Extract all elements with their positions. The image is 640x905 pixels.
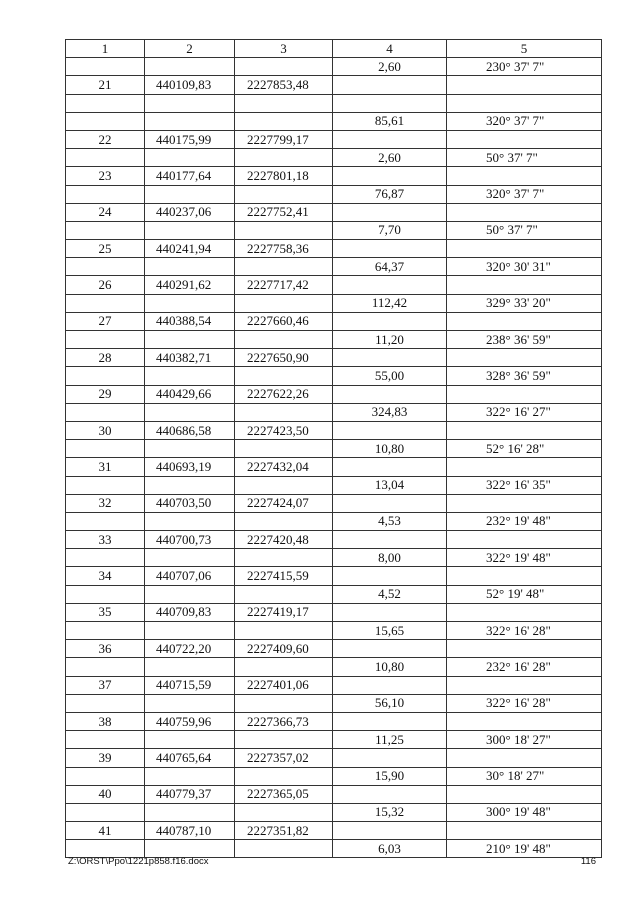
direction-cell — [447, 385, 602, 403]
x-coordinate-cell: 440177,64 — [145, 167, 235, 185]
distance-cell — [333, 94, 447, 112]
table-row — [66, 567, 602, 585]
point-number-cell: 35 — [66, 603, 145, 621]
y-coordinate-cell — [235, 476, 333, 494]
direction-cell: 50° 37' 7" — [447, 221, 602, 239]
x-coordinate-cell — [145, 331, 235, 349]
x-coordinate-cell: 440241,94 — [145, 240, 235, 258]
x-coordinate-cell — [145, 185, 235, 203]
point-number-cell: 31 — [66, 458, 145, 476]
table-row — [66, 403, 602, 421]
x-coordinate-cell: 440388,54 — [145, 312, 235, 330]
table-row — [66, 385, 602, 403]
direction-cell: 52° 16' 28" — [447, 440, 602, 458]
y-coordinate-cell: 2227357,02 — [235, 749, 333, 767]
point-number-cell: 27 — [66, 312, 145, 330]
table-row — [66, 658, 602, 676]
direction-cell: 329° 33' 20" — [447, 294, 602, 312]
direction-cell — [447, 785, 602, 803]
distance-cell: 10,80 — [333, 658, 447, 676]
direction-cell: 52° 19' 48" — [447, 585, 602, 603]
x-coordinate-cell: 440707,06 — [145, 567, 235, 585]
y-coordinate-cell — [235, 622, 333, 640]
direction-cell — [447, 312, 602, 330]
x-coordinate-cell — [145, 58, 235, 76]
distance-cell — [333, 785, 447, 803]
direction-cell: 320° 30' 31" — [447, 258, 602, 276]
x-coordinate-cell — [145, 694, 235, 712]
point-number-cell: 40 — [66, 785, 145, 803]
direction-cell — [447, 167, 602, 185]
table-row — [66, 258, 602, 276]
point-number-cell: 28 — [66, 349, 145, 367]
point-number-cell — [66, 658, 145, 676]
x-coordinate-cell — [145, 585, 235, 603]
table-row — [66, 622, 602, 640]
y-coordinate-cell — [235, 403, 333, 421]
distance-cell: 13,04 — [333, 476, 447, 494]
table-row — [66, 785, 602, 803]
direction-cell: 300° 18' 27" — [447, 731, 602, 749]
table-row — [66, 421, 602, 439]
distance-cell — [333, 276, 447, 294]
direction-cell — [447, 712, 602, 730]
point-number-cell — [66, 512, 145, 530]
y-coordinate-cell — [235, 58, 333, 76]
direction-cell: 322° 16' 27" — [447, 403, 602, 421]
distance-cell: 15,32 — [333, 803, 447, 821]
point-number-cell — [66, 258, 145, 276]
x-coordinate-cell: 440291,62 — [145, 276, 235, 294]
table-row — [66, 676, 602, 694]
y-coordinate-cell — [235, 658, 333, 676]
point-number-cell — [66, 694, 145, 712]
x-coordinate-cell — [145, 403, 235, 421]
direction-cell: 322° 16' 35" — [447, 476, 602, 494]
point-number-cell — [66, 622, 145, 640]
distance-cell — [333, 567, 447, 585]
table-row — [66, 494, 602, 512]
distance-cell: 8,00 — [333, 549, 447, 567]
direction-cell — [447, 567, 602, 585]
point-number-cell: 34 — [66, 567, 145, 585]
table-row — [66, 476, 602, 494]
x-coordinate-cell — [145, 803, 235, 821]
x-coordinate-cell — [145, 658, 235, 676]
point-number-cell: 41 — [66, 822, 145, 840]
point-number-cell — [66, 58, 145, 76]
y-coordinate-cell: 2227423,50 — [235, 421, 333, 439]
distance-cell: 64,37 — [333, 258, 447, 276]
distance-cell — [333, 822, 447, 840]
y-coordinate-cell: 2227409,60 — [235, 640, 333, 658]
y-coordinate-cell — [235, 803, 333, 821]
table-row — [66, 512, 602, 530]
table-row — [66, 112, 602, 130]
table-row — [66, 603, 602, 621]
table-row — [66, 221, 602, 239]
direction-cell: 232° 16' 28" — [447, 658, 602, 676]
table-row — [66, 803, 602, 821]
y-coordinate-cell: 2227424,07 — [235, 494, 333, 512]
distance-cell: 7,70 — [333, 221, 447, 239]
distance-cell: 112,42 — [333, 294, 447, 312]
direction-cell: 320° 37' 7" — [447, 112, 602, 130]
point-number-cell: 26 — [66, 276, 145, 294]
point-number-cell: 39 — [66, 749, 145, 767]
direction-cell: 232° 19' 48" — [447, 512, 602, 530]
direction-cell — [447, 640, 602, 658]
point-number-cell: 33 — [66, 531, 145, 549]
point-number-cell: 37 — [66, 676, 145, 694]
distance-cell: 324,83 — [333, 403, 447, 421]
x-coordinate-cell: 440787,10 — [145, 822, 235, 840]
point-number-cell — [66, 112, 145, 130]
distance-cell — [333, 349, 447, 367]
distance-cell — [333, 130, 447, 148]
direction-cell — [447, 349, 602, 367]
point-number-cell — [66, 94, 145, 112]
direction-cell — [447, 130, 602, 148]
direction-cell: 328° 36' 59" — [447, 367, 602, 385]
distance-cell: 4,52 — [333, 585, 447, 603]
x-coordinate-cell: 440429,66 — [145, 385, 235, 403]
x-coordinate-cell: 440109,83 — [145, 76, 235, 94]
distance-cell — [333, 603, 447, 621]
direction-cell: 322° 16' 28" — [447, 694, 602, 712]
distance-cell — [333, 167, 447, 185]
direction-cell — [447, 749, 602, 767]
direction-cell — [447, 603, 602, 621]
y-coordinate-cell — [235, 331, 333, 349]
distance-cell — [333, 640, 447, 658]
y-coordinate-cell: 2227799,17 — [235, 130, 333, 148]
table-row — [66, 94, 602, 112]
x-coordinate-cell — [145, 549, 235, 567]
distance-cell: 85,61 — [333, 112, 447, 130]
direction-cell: 322° 19' 48" — [447, 549, 602, 567]
distance-cell: 2,60 — [333, 149, 447, 167]
y-coordinate-cell — [235, 221, 333, 239]
point-number-cell — [66, 294, 145, 312]
table-row — [66, 276, 602, 294]
distance-cell — [333, 240, 447, 258]
point-number-cell — [66, 367, 145, 385]
x-coordinate-cell — [145, 149, 235, 167]
y-coordinate-cell: 2227351,82 — [235, 822, 333, 840]
point-number-cell — [66, 331, 145, 349]
table-row — [66, 822, 602, 840]
point-number-cell: 21 — [66, 76, 145, 94]
x-coordinate-cell — [145, 767, 235, 785]
y-coordinate-cell: 2227650,90 — [235, 349, 333, 367]
x-coordinate-cell: 440700,73 — [145, 531, 235, 549]
y-coordinate-cell — [235, 731, 333, 749]
distance-cell — [333, 749, 447, 767]
table-row — [66, 367, 602, 385]
x-coordinate-cell: 440765,64 — [145, 749, 235, 767]
y-coordinate-cell: 2227801,18 — [235, 167, 333, 185]
x-coordinate-cell — [145, 94, 235, 112]
x-coordinate-cell: 440779,37 — [145, 785, 235, 803]
footer-page-number: 116 — [580, 856, 596, 867]
x-coordinate-cell — [145, 221, 235, 239]
table-row — [66, 240, 602, 258]
table-row — [66, 767, 602, 785]
table-row — [66, 549, 602, 567]
table-row — [66, 76, 602, 94]
point-number-cell: 22 — [66, 130, 145, 148]
x-coordinate-cell: 440237,06 — [145, 203, 235, 221]
distance-cell: 11,25 — [333, 731, 447, 749]
x-coordinate-cell: 440759,96 — [145, 712, 235, 730]
x-coordinate-cell: 440715,59 — [145, 676, 235, 694]
y-coordinate-cell: 2227365,05 — [235, 785, 333, 803]
distance-cell: 11,20 — [333, 331, 447, 349]
distance-cell: 15,90 — [333, 767, 447, 785]
column-header-x: 2 — [145, 40, 235, 58]
table-row — [66, 167, 602, 185]
direction-cell — [447, 203, 602, 221]
point-number-cell — [66, 731, 145, 749]
distance-cell — [333, 421, 447, 439]
x-coordinate-cell: 440703,50 — [145, 494, 235, 512]
point-number-cell — [66, 440, 145, 458]
y-coordinate-cell — [235, 294, 333, 312]
direction-cell: 30° 18' 27" — [447, 767, 602, 785]
direction-cell — [447, 458, 602, 476]
distance-cell — [333, 531, 447, 549]
y-coordinate-cell — [235, 149, 333, 167]
point-number-cell: 25 — [66, 240, 145, 258]
point-number-cell — [66, 803, 145, 821]
distance-cell — [333, 312, 447, 330]
y-coordinate-cell: 2227752,41 — [235, 203, 333, 221]
direction-cell: 50° 37' 7" — [447, 149, 602, 167]
y-coordinate-cell: 2227853,48 — [235, 76, 333, 94]
x-coordinate-cell — [145, 367, 235, 385]
y-coordinate-cell: 2227419,17 — [235, 603, 333, 621]
y-coordinate-cell: 2227717,42 — [235, 276, 333, 294]
y-coordinate-cell — [235, 694, 333, 712]
point-number-cell — [66, 767, 145, 785]
table-header-row — [66, 40, 602, 58]
table-row — [66, 185, 602, 203]
table-row — [66, 294, 602, 312]
x-coordinate-cell: 440382,71 — [145, 349, 235, 367]
footer-file-path: Z:\ORST\Ppo\1221p858.f16.docx — [68, 856, 209, 867]
column-header-distance: 4 — [333, 40, 447, 58]
y-coordinate-cell — [235, 94, 333, 112]
distance-cell: 15,65 — [333, 622, 447, 640]
distance-cell — [333, 203, 447, 221]
point-number-cell — [66, 549, 145, 567]
point-number-cell — [66, 149, 145, 167]
y-coordinate-cell — [235, 258, 333, 276]
table-body — [66, 58, 602, 858]
table-row — [66, 130, 602, 148]
direction-cell: 320° 37' 7" — [447, 185, 602, 203]
direction-cell: 210° 19' 48" — [447, 840, 602, 858]
direction-cell — [447, 276, 602, 294]
table-row — [66, 203, 602, 221]
y-coordinate-cell — [235, 440, 333, 458]
distance-cell: 6,03 — [333, 840, 447, 858]
y-coordinate-cell: 2227415,59 — [235, 567, 333, 585]
y-coordinate-cell: 2227660,46 — [235, 312, 333, 330]
y-coordinate-cell: 2227401,06 — [235, 676, 333, 694]
y-coordinate-cell — [235, 512, 333, 530]
table-row — [66, 58, 602, 76]
distance-cell — [333, 76, 447, 94]
direction-cell — [447, 822, 602, 840]
distance-cell: 55,00 — [333, 367, 447, 385]
distance-cell: 10,80 — [333, 440, 447, 458]
direction-cell — [447, 94, 602, 112]
point-number-cell — [66, 585, 145, 603]
y-coordinate-cell — [235, 367, 333, 385]
y-coordinate-cell: 2227420,48 — [235, 531, 333, 549]
column-header-point: 1 — [66, 40, 145, 58]
table-row — [66, 440, 602, 458]
x-coordinate-cell: 440175,99 — [145, 130, 235, 148]
y-coordinate-cell — [235, 767, 333, 785]
point-number-cell: 29 — [66, 385, 145, 403]
y-coordinate-cell: 2227366,73 — [235, 712, 333, 730]
table-row — [66, 731, 602, 749]
direction-cell: 238° 36' 59" — [447, 331, 602, 349]
distance-cell: 4,53 — [333, 512, 447, 530]
table-row — [66, 531, 602, 549]
table-row — [66, 331, 602, 349]
table-row — [66, 149, 602, 167]
y-coordinate-cell — [235, 840, 333, 858]
y-coordinate-cell — [235, 185, 333, 203]
distance-cell — [333, 385, 447, 403]
direction-cell — [447, 531, 602, 549]
distance-cell — [333, 494, 447, 512]
x-coordinate-cell — [145, 512, 235, 530]
table-row — [66, 640, 602, 658]
direction-cell: 322° 16' 28" — [447, 622, 602, 640]
y-coordinate-cell — [235, 112, 333, 130]
distance-cell — [333, 712, 447, 730]
point-number-cell: 36 — [66, 640, 145, 658]
column-header-direction: 5 — [447, 40, 602, 58]
table-row — [66, 312, 602, 330]
y-coordinate-cell — [235, 585, 333, 603]
point-number-cell: 38 — [66, 712, 145, 730]
column-header-y: 3 — [235, 40, 333, 58]
y-coordinate-cell: 2227758,36 — [235, 240, 333, 258]
table-row — [66, 749, 602, 767]
x-coordinate-cell — [145, 258, 235, 276]
distance-cell: 56,10 — [333, 694, 447, 712]
y-coordinate-cell: 2227622,26 — [235, 385, 333, 403]
x-coordinate-cell — [145, 294, 235, 312]
direction-cell — [447, 676, 602, 694]
point-number-cell — [66, 221, 145, 239]
distance-cell — [333, 676, 447, 694]
x-coordinate-cell — [145, 112, 235, 130]
point-number-cell: 23 — [66, 167, 145, 185]
point-number-cell: 24 — [66, 203, 145, 221]
direction-cell — [447, 421, 602, 439]
point-number-cell — [66, 476, 145, 494]
direction-cell — [447, 494, 602, 512]
x-coordinate-cell: 440722,20 — [145, 640, 235, 658]
y-coordinate-cell: 2227432,04 — [235, 458, 333, 476]
table-row — [66, 585, 602, 603]
table-row — [66, 458, 602, 476]
distance-cell: 2,60 — [333, 58, 447, 76]
coordinates-table — [65, 39, 602, 858]
table-row — [66, 712, 602, 730]
direction-cell: 230° 37' 7" — [447, 58, 602, 76]
point-number-cell — [66, 185, 145, 203]
table-row — [66, 349, 602, 367]
table-row — [66, 694, 602, 712]
x-coordinate-cell: 440709,83 — [145, 603, 235, 621]
x-coordinate-cell — [145, 731, 235, 749]
distance-cell: 76,87 — [333, 185, 447, 203]
direction-cell — [447, 240, 602, 258]
x-coordinate-cell — [145, 622, 235, 640]
direction-cell: 300° 19' 48" — [447, 803, 602, 821]
x-coordinate-cell: 440693,19 — [145, 458, 235, 476]
x-coordinate-cell — [145, 440, 235, 458]
point-number-cell: 32 — [66, 494, 145, 512]
point-number-cell: 30 — [66, 421, 145, 439]
direction-cell — [447, 76, 602, 94]
x-coordinate-cell — [145, 476, 235, 494]
point-number-cell — [66, 403, 145, 421]
y-coordinate-cell — [235, 549, 333, 567]
distance-cell — [333, 458, 447, 476]
x-coordinate-cell: 440686,58 — [145, 421, 235, 439]
